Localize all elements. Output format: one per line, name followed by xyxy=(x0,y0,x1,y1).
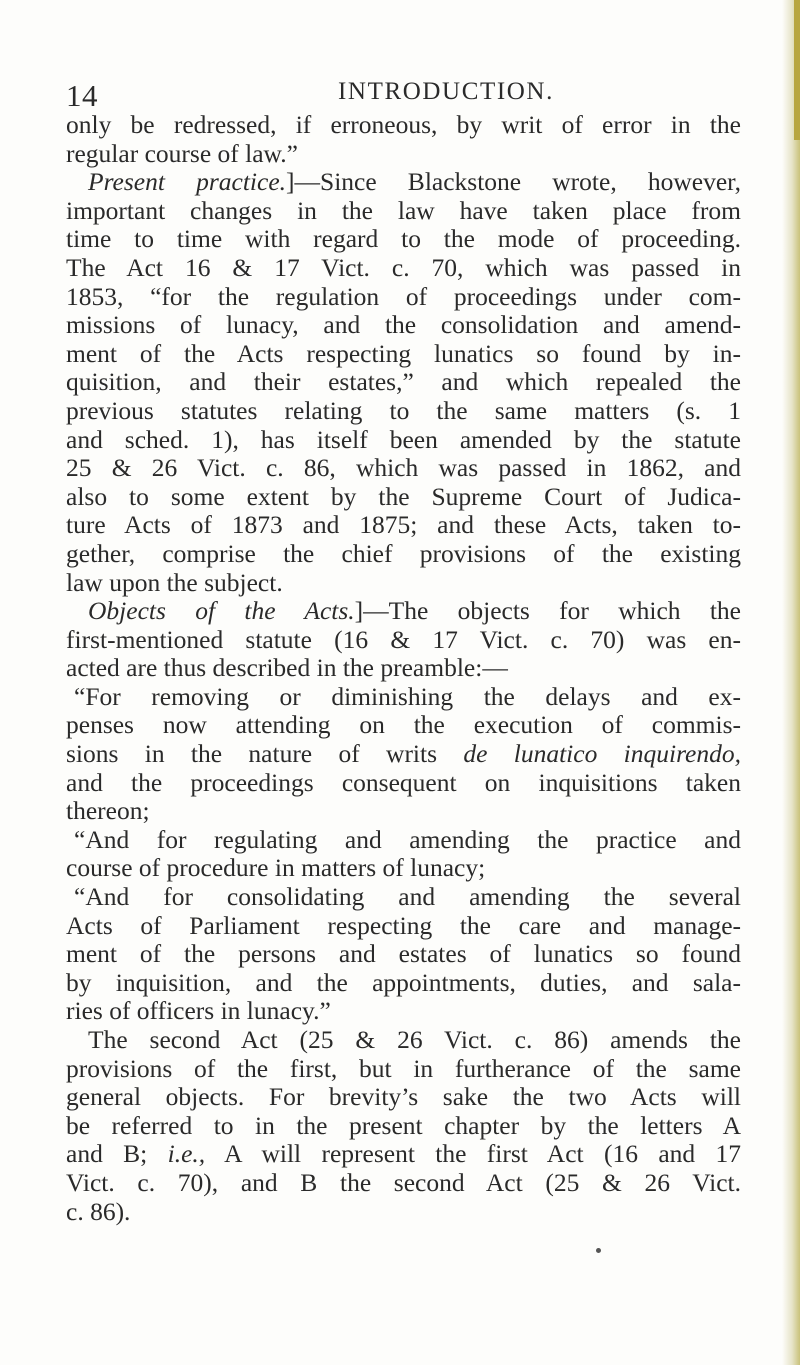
text-line: acted are thus described in the preamble:— xyxy=(66,653,508,683)
text-line: missions of lunacy, and the consolidation and amend- xyxy=(66,310,741,340)
section-heading-line xyxy=(66,597,741,626)
text-run: ]—Since Blackstone wrote, however, xyxy=(286,167,741,197)
text-line: Vict. c. 70), and B the second Act (25 & 26 Vict. xyxy=(66,1167,741,1197)
text-line: ment of the persons and estates of lunatics so found xyxy=(66,939,741,969)
text-run: and B; xyxy=(66,1139,168,1169)
text-line: only be redressed, if erroneous, by writ of error in the xyxy=(66,110,741,139)
latin-phrase: de lunatico inquirendo, xyxy=(463,739,741,769)
text-line: penses now attending on the execution of commis- xyxy=(66,710,741,740)
quote-line: “And for consolidating and amending the several xyxy=(74,882,741,912)
ink-speck xyxy=(596,1248,601,1253)
text-line: 25 & 26 Vict. c. 86, which was passed in 1862, and xyxy=(66,453,741,483)
text-line: gether, comprise the chief provisions of the existing xyxy=(66,538,741,568)
text-run: ]—The objects for which the xyxy=(354,596,741,626)
text-line: quisition, and their estates,” and which repealed the xyxy=(66,367,741,397)
text-line: time to time with regard to the mode of proceeding. xyxy=(66,224,741,254)
text-line xyxy=(66,740,741,769)
text-line: regular course of law.” xyxy=(66,138,298,168)
text-line: also to some extent by the Supreme Court of Judica- xyxy=(66,481,741,511)
running-head: INTRODUCTION. xyxy=(338,78,554,105)
text-line: The Act 16 & 17 Vict. c. 70, which was passed in xyxy=(66,252,741,282)
text-line: Acts of Parliament respecting the care and manage- xyxy=(66,910,741,940)
section-heading-line xyxy=(66,168,741,197)
page-edge-shadow xyxy=(782,0,800,1365)
text-line: thereon; xyxy=(66,796,150,826)
text-line: general objects. For brevity’s sake the two Acts will xyxy=(66,1082,741,1112)
page-number: 14 xyxy=(66,78,98,113)
text-line: be referred to in the present chapter by the letters A xyxy=(66,1110,741,1140)
paragraph-start-line: The second Act (25 & 26 Vict. c. 86) amends the xyxy=(88,1025,741,1054)
text-line: 1853, “for the regulation of proceedings under com- xyxy=(66,281,741,311)
text-run: sions in the nature of writs xyxy=(66,739,464,769)
text-line: and the proceedings consequent on inquisitions taken xyxy=(66,767,741,797)
text-line: c. 86). xyxy=(66,1196,131,1226)
text-line xyxy=(66,1140,741,1169)
text-line: law upon the subject. xyxy=(66,567,283,597)
text-line: important changes in the law have taken place from xyxy=(66,195,741,225)
text-line: ries of officers in lunacy.” xyxy=(66,996,331,1026)
text-line: ture Acts of 1873 and 1875; and these Acts, taken to- xyxy=(66,510,741,540)
text-line: and sched. 1), has itself been amended by the statute xyxy=(66,424,741,454)
text-line: course of procedure in matters of lunacy; xyxy=(66,853,486,883)
section-sidenote: Objects of the Acts. xyxy=(88,596,355,626)
text-line: previous statutes relating to the same matters (s. 1 xyxy=(66,395,741,425)
text-line: first-mentioned statute (16 & 17 Vict. c. 70) was en- xyxy=(66,624,741,654)
text-line: by inquisition, and the appointments, duties, and sala- xyxy=(66,967,741,997)
section-sidenote: Present practice. xyxy=(88,167,287,197)
quote-line: “For removing or diminishing the delays and ex- xyxy=(74,681,741,711)
text-line: provisions of the first, but in furtherance of the same xyxy=(66,1053,741,1083)
abbreviation: i.e., xyxy=(167,1139,206,1169)
body-text xyxy=(66,111,741,1226)
page-header xyxy=(66,68,726,113)
text-line: ment of the Acts respecting lunatics so found by in- xyxy=(66,338,741,368)
quote-line: “And for regulating and amending the practice and xyxy=(74,824,741,854)
text-run: A will represent the first Act (16 and 17 xyxy=(205,1139,741,1169)
